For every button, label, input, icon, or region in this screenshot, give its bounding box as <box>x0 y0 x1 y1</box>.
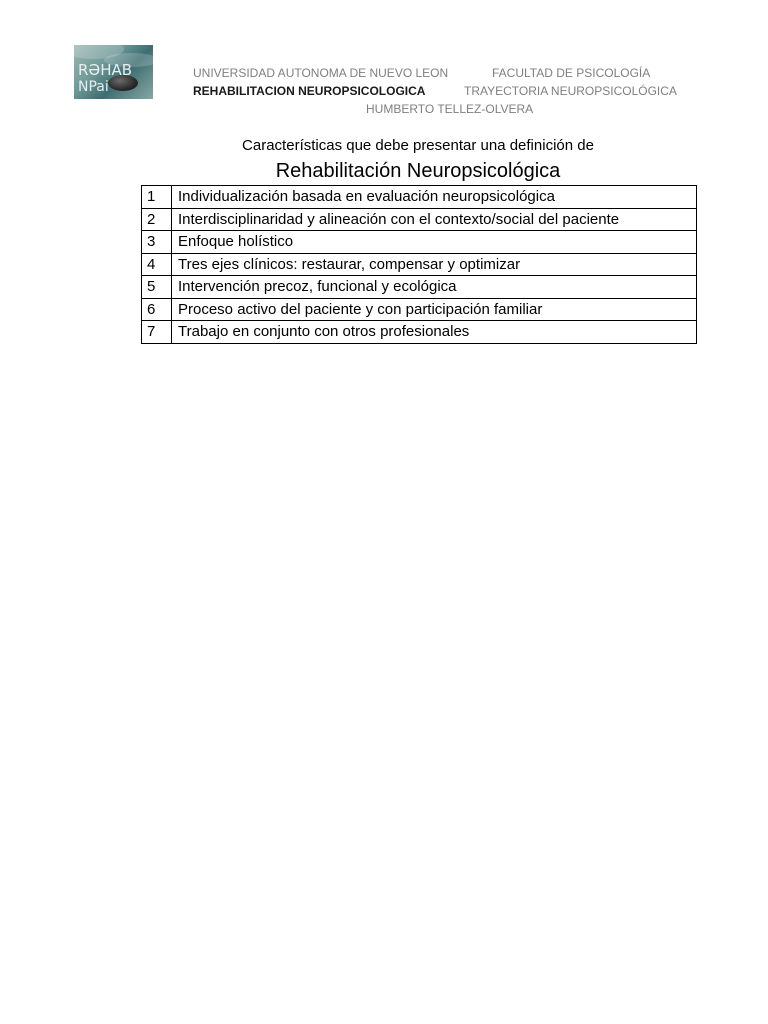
row-text: Tres ejes clínicos: restaurar, compensar y optimizar <box>172 253 697 276</box>
row-number: 7 <box>142 321 172 344</box>
table-row <box>142 298 697 321</box>
row-number: 2 <box>142 208 172 231</box>
characteristics-table <box>141 185 697 344</box>
document-subtitle: Características que debe presentar una definición de <box>242 137 594 154</box>
row-text: Enfoque holístico <box>172 231 697 254</box>
header-author: HUMBERTO TELLEZ-OLVERA <box>366 102 534 116</box>
header-university: UNIVERSIDAD AUTONOMA DE NUEVO LEON <box>193 66 449 80</box>
row-text: Intervención precoz, funcional y ecológica <box>172 276 697 299</box>
header-track: TRAYECTORIA NEUROPSICOLÓGICA <box>464 84 677 98</box>
table-row <box>142 321 697 344</box>
table-row <box>142 208 697 231</box>
header-faculty: FACULTAD DE PSICOLOGÍA <box>492 66 651 80</box>
row-text: Interdisciplinaridad y alineación con el contexto/social del paciente <box>172 208 697 231</box>
row-number: 5 <box>142 276 172 299</box>
row-text: Trabajo en conjunto con otros profesionales <box>172 321 697 344</box>
row-text: Proceso activo del paciente y con participación familiar <box>172 298 697 321</box>
row-number: 6 <box>142 298 172 321</box>
table-row <box>142 186 697 209</box>
logo-text-line2: NPai <box>78 79 109 95</box>
logo-text-line1: RƏHAB <box>78 61 133 79</box>
document-title: Rehabilitación Neuropsicológica <box>275 160 561 182</box>
rehab-npai-logo <box>74 45 153 99</box>
table-row <box>142 231 697 254</box>
row-text: Individualización basada en evaluación neuropsicológica <box>172 186 697 209</box>
header-program: REHABILITACION NEUROPSICOLOGICA <box>193 84 426 98</box>
table-row <box>142 253 697 276</box>
row-number: 3 <box>142 231 172 254</box>
row-number: 1 <box>142 186 172 209</box>
table-row <box>142 276 697 299</box>
row-number: 4 <box>142 253 172 276</box>
